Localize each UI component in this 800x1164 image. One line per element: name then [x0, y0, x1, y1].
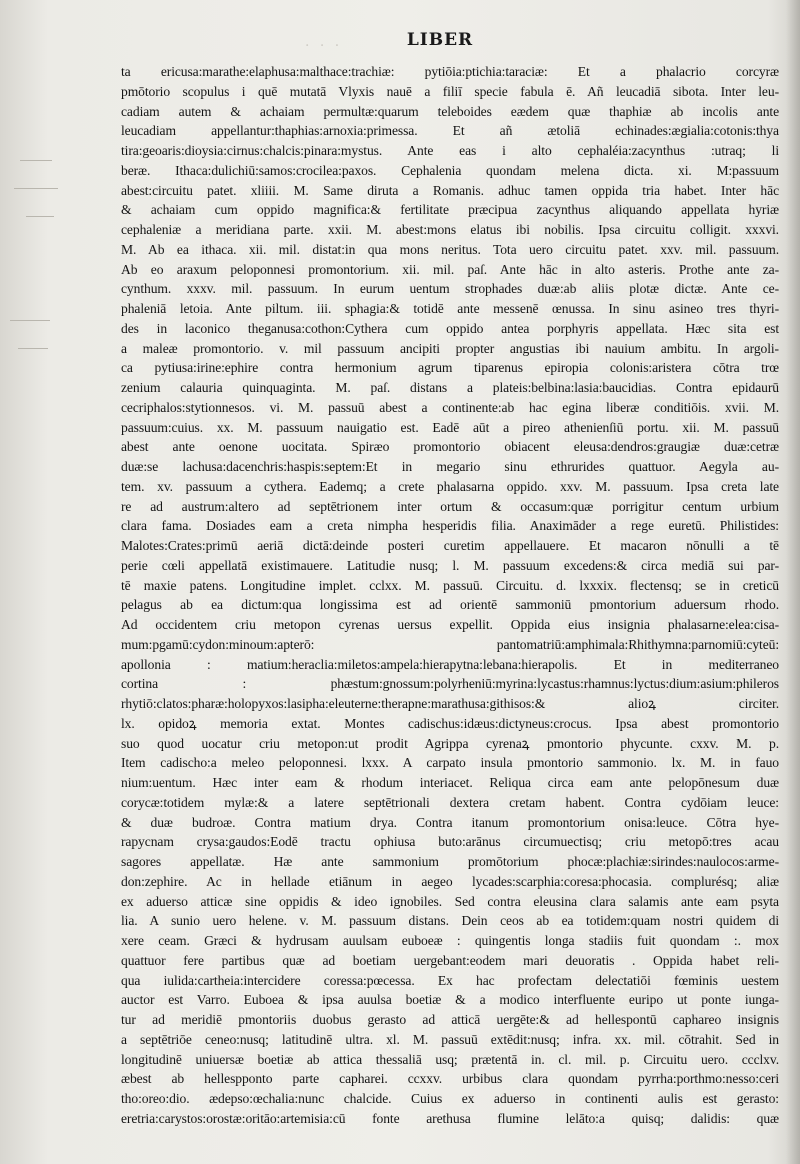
- text-line: rhytiō:clatos:pharæ:holopyxos:lasipha:eleuterne:therapne:marathusa:githisos:& alioꝝ circiter.: [121, 696, 779, 711]
- text-line: apollonia : matium:heraclia:miletos:ampela:hierapytna:lebana:hierapolis. Et in mediterraneo: [121, 656, 779, 672]
- text-line: pelagus ab ea dictum:qua longissima est ad orientē sammoniū pmontorium aduersum rhodo.: [121, 597, 779, 613]
- page-edge-shadow: [786, 0, 800, 1164]
- text-line: cortina : phæstum:gnossum:polyrheniū:myrina:lycastus:rhamnus:lyctus:dium:asium:phileros: [121, 676, 779, 692]
- text-line: Ab eo araxum peloponnesi promontorium. xii. mil. paſ. Ante hāc in alto asteris. Prothe ante za-: [121, 261, 779, 277]
- text-line: clara fama. Dosiades eam a creta nimpha hesperidis filia. Anaximāder a rege euretū. Philistides:: [121, 518, 779, 534]
- text-line: Item cadischo:a meleo peloponnesi. lxxx. A carpato insula pmontorio sammonio. lx. M. in fauo: [121, 755, 779, 771]
- text-line: lx. opidoꝝ memoria extat. Montes cadischus:idæus:dictyneus:crocus. Ipsa abest promontorio: [121, 715, 779, 731]
- text-line: tē maxie patens. Longitudine implet. cclxx. M. passuū. Circuitu. d. lxxxix. flectensq; se in creticū: [121, 577, 779, 593]
- text-line: suo quod uocatur criu metopon:ut prodit Agrippa cyrenaꝝ pmontorio phycunte. cxxv. M. p.: [121, 735, 779, 751]
- text-line: Malotes:Crates:primū aeriā dictā:deinde posteri curetim appellauere. Et macaron nōnulli a tē: [121, 538, 779, 553]
- text-line: xere ceam. Græci & hydrusam auulsam euboeæ : quingentis longa stadiis fuit quondam :. mox: [121, 933, 779, 948]
- text-line: phaleniā letoia. Ante piltum. iii. sphagia:& totidē ante messenē œnussa. In sinu asineo tres thyri-: [121, 301, 779, 316]
- text-line: abest:circuitu patet. xliiii. M. Same diruta a Romanis. adhuc tamen oppida tria habet. Inter hāc: [121, 182, 779, 198]
- text-line: M. Ab ea ithaca. xii. mil. distat:in qua mons neritus. Tota uero circuitu patet. xxv. mil. passuum.: [121, 241, 779, 257]
- text-line: & duæ budroæ. Contra matium drya. Contra itanum promontorium onisa:leuce. Cōtra hye-: [121, 814, 779, 830]
- text-line: cephaleniæ a meridiana parte. xxii. M. abest:mons elatus ibi nobilis. Ipsa circuitu colligit. xxxvi.: [121, 222, 779, 237]
- text-line: a septētriōe ceneo:nusq; latitudinē ultra. xl. M. passuū extēdit:nusq; infra. xx. mil. cōtrahit. Sed in: [121, 1031, 779, 1047]
- text-line: cadiam autem & achaiam permultæ:quarum teleboides eædem quæ thaphiæ ab incolis ante: [121, 103, 779, 119]
- text-line: tira:geoaris:dioysia:cirnus:chalcis:pinara:mystus. Ante eas i alto cephaléia:zacynthus :utraq; li: [121, 143, 779, 158]
- body-text-block: [121, 62, 779, 1129]
- text-line: qua iulida:cartheia:intercidere coressa:pœcessa. Ex hac profectam delectatiōi fœminis uestem: [121, 972, 779, 988]
- faint-show-through-mark: · · ·: [305, 38, 343, 54]
- text-line: rapycnam crysa:gaudos:Eodē tractu ophiusa buto:arānus circumuectisq; criu metopō:tres acau: [121, 834, 779, 850]
- text-line: leucadiam appellantur:thaphias:arnoxia:primessa. Et añ ætoliā echinades:ægialia:cotonis:thya: [121, 123, 779, 139]
- text-line: auctor est Varro. Euboea & ipsa auulsa boetiæ & a modico interfluente euripo ut ponte iunga-: [121, 992, 779, 1008]
- text-line: eretria:carystos:orostæ:oritāo:artemisia:cū fonte arethusa flumine lelāto:a quisq; dalidis: quæ: [121, 1110, 779, 1126]
- text-line: corycæ:totidem mylæ:& a latere septētrionali dextera cretam habent. Contra cydōiam leuce:: [121, 794, 779, 810]
- text-line: tur ad meridiē pmontoriis duobus gerasto ad atticā uergēte:& ad hellespontū caphareo insignis: [121, 1012, 779, 1027]
- text-line: lia. A sunio uero helene. v. M. passuum distans. Dein ceos ab ea totidem:quam nostri quidem di: [121, 913, 779, 929]
- text-line: tho:oreo:dio. ædepso:œchalia:nunc chalcide. Cuius ex aduerso in continenti aulis est gerasto:: [121, 1091, 779, 1106]
- text-line: longitudinē uniuersæ boetiæ ab attica thessaliā usq; prætentā in. cl. mil. p. Circuitu uero. ccclxv.: [121, 1051, 779, 1067]
- text-line: passuum:cuius. xx. M. passuum nauigatio est. Eadē aūt a pireo athenienſiū portu. xii. M. passuū: [121, 419, 779, 435]
- text-line: sagores appellatæ. Hæ ante sammonium promōtorium phocæ:plachiæ:sirindes:naulocos:arme-: [121, 854, 779, 869]
- text-line: perie cœli appellatā existimauere. Latitudie nusq; l. M. passuum excedens:& circa mediā sui par-: [121, 557, 779, 573]
- text-line: cecriphalos:stytionnesos. vi. M. passuū abest a continente:ab hac egina liberæ conditiōis. xvii. M.: [121, 399, 779, 415]
- text-line: re ad austrum:altero ad septētrionem inter ortum & occasum:quæ porrigitur centum urbium: [121, 498, 779, 514]
- text-line: a maleæ promontorio. v. mil passuum ancipiti propter angustias ibi nauium ambitu. In argoli-: [121, 340, 779, 356]
- running-title: LIBER: [406, 30, 474, 50]
- text-line: tem. xv. passuum a cythera. Eademq; a crete phalasarna oppido. xxv. M. passuum. Ipsa creta late: [121, 478, 779, 494]
- text-line: ta ericusa:marathe:elaphusa:malthace:trachiæ: pytiōia:ptichia:taraciæ: Et a phalacrio corcyræ: [121, 64, 779, 79]
- text-line: æbest ab hellespponto parte capharei. ccxxv. urbibus clara quondam pyrrha:porthmo:nesso:ceri: [121, 1071, 779, 1087]
- page-header: [0, 30, 800, 50]
- text-line: pmōtorio scopulus i quē mutatā Vlyxis nauē a filiī specie fabula ē. Añ leucadiā sibota. Inter leu-: [121, 83, 779, 99]
- gutter-show-through: [0, 150, 70, 370]
- text-line: & achaiam cum oppido magnifica:& fertilitate præcipua zacynthus aliquando appellata hyriæ: [121, 202, 779, 218]
- text-line: nium:uentum. Hæc inter eam & rhodum interiacet. Reliqua circa eam ante pelopōnesum duæ: [121, 775, 779, 790]
- text-line: Ad occidentem criu metopon cyrenas uersus expellit. Oppida eius insignia phalasarne:elea:cisa-: [121, 617, 779, 632]
- text-line: don:zephire. Ac in hellade etiānum in aegeo lycades:scarphia:coresa:phocasia. complurésq; aliæ: [121, 873, 779, 889]
- text-line: ex aduerso atticæ sine oppidis & ideo ignobiles. Sed contra eleusina clara salamis ante eam psyta: [121, 893, 779, 909]
- text-line: cynthum. xxxv. mil. passuum. In eurum uentum strophades duæ:ab aliis plotæ dictæ. Ante ce-: [121, 281, 779, 297]
- text-line: ca pytiusa:irine:ephire contra hermonium agrum tiparenus epiropia colonis:aristera cōtra trœ: [121, 360, 779, 376]
- text-line: des in laconico theganusa:cothon:Cythera cum oppido antea porphyris appellata. Hæc sita est: [121, 320, 779, 336]
- text-line: beræ. Ithaca:dulichiū:samos:crocilea:paxos. Cephalenia quondam melena dicta. xi. M:passuum: [121, 162, 779, 178]
- text-line: mum:pgamū:cydon:minoum:apterō: pantomatriū:amphimala:Rhithymna:parnomiū:cyteū:: [121, 636, 779, 652]
- text-line: zenium calauria quinquaginta. M. paſ. distans a plateis:belbina:lasia:baucidias. Contra epidaurū: [121, 380, 779, 395]
- text-line: duæ:se lachusa:dacenchris:haspis:septem:Et in megario sinu ethrurides quattuor. Aegyla au-: [121, 459, 779, 474]
- text-line: abest ante oenone uocitata. Spiræo promontorio obiacent eleusa:dendros:graugiæ duæ:cetræ: [121, 439, 779, 455]
- text-line: quattuor fere partibus quæ ad boetiam uergebant:eodem mari deuoratis . Oppida habet reli-: [121, 952, 779, 968]
